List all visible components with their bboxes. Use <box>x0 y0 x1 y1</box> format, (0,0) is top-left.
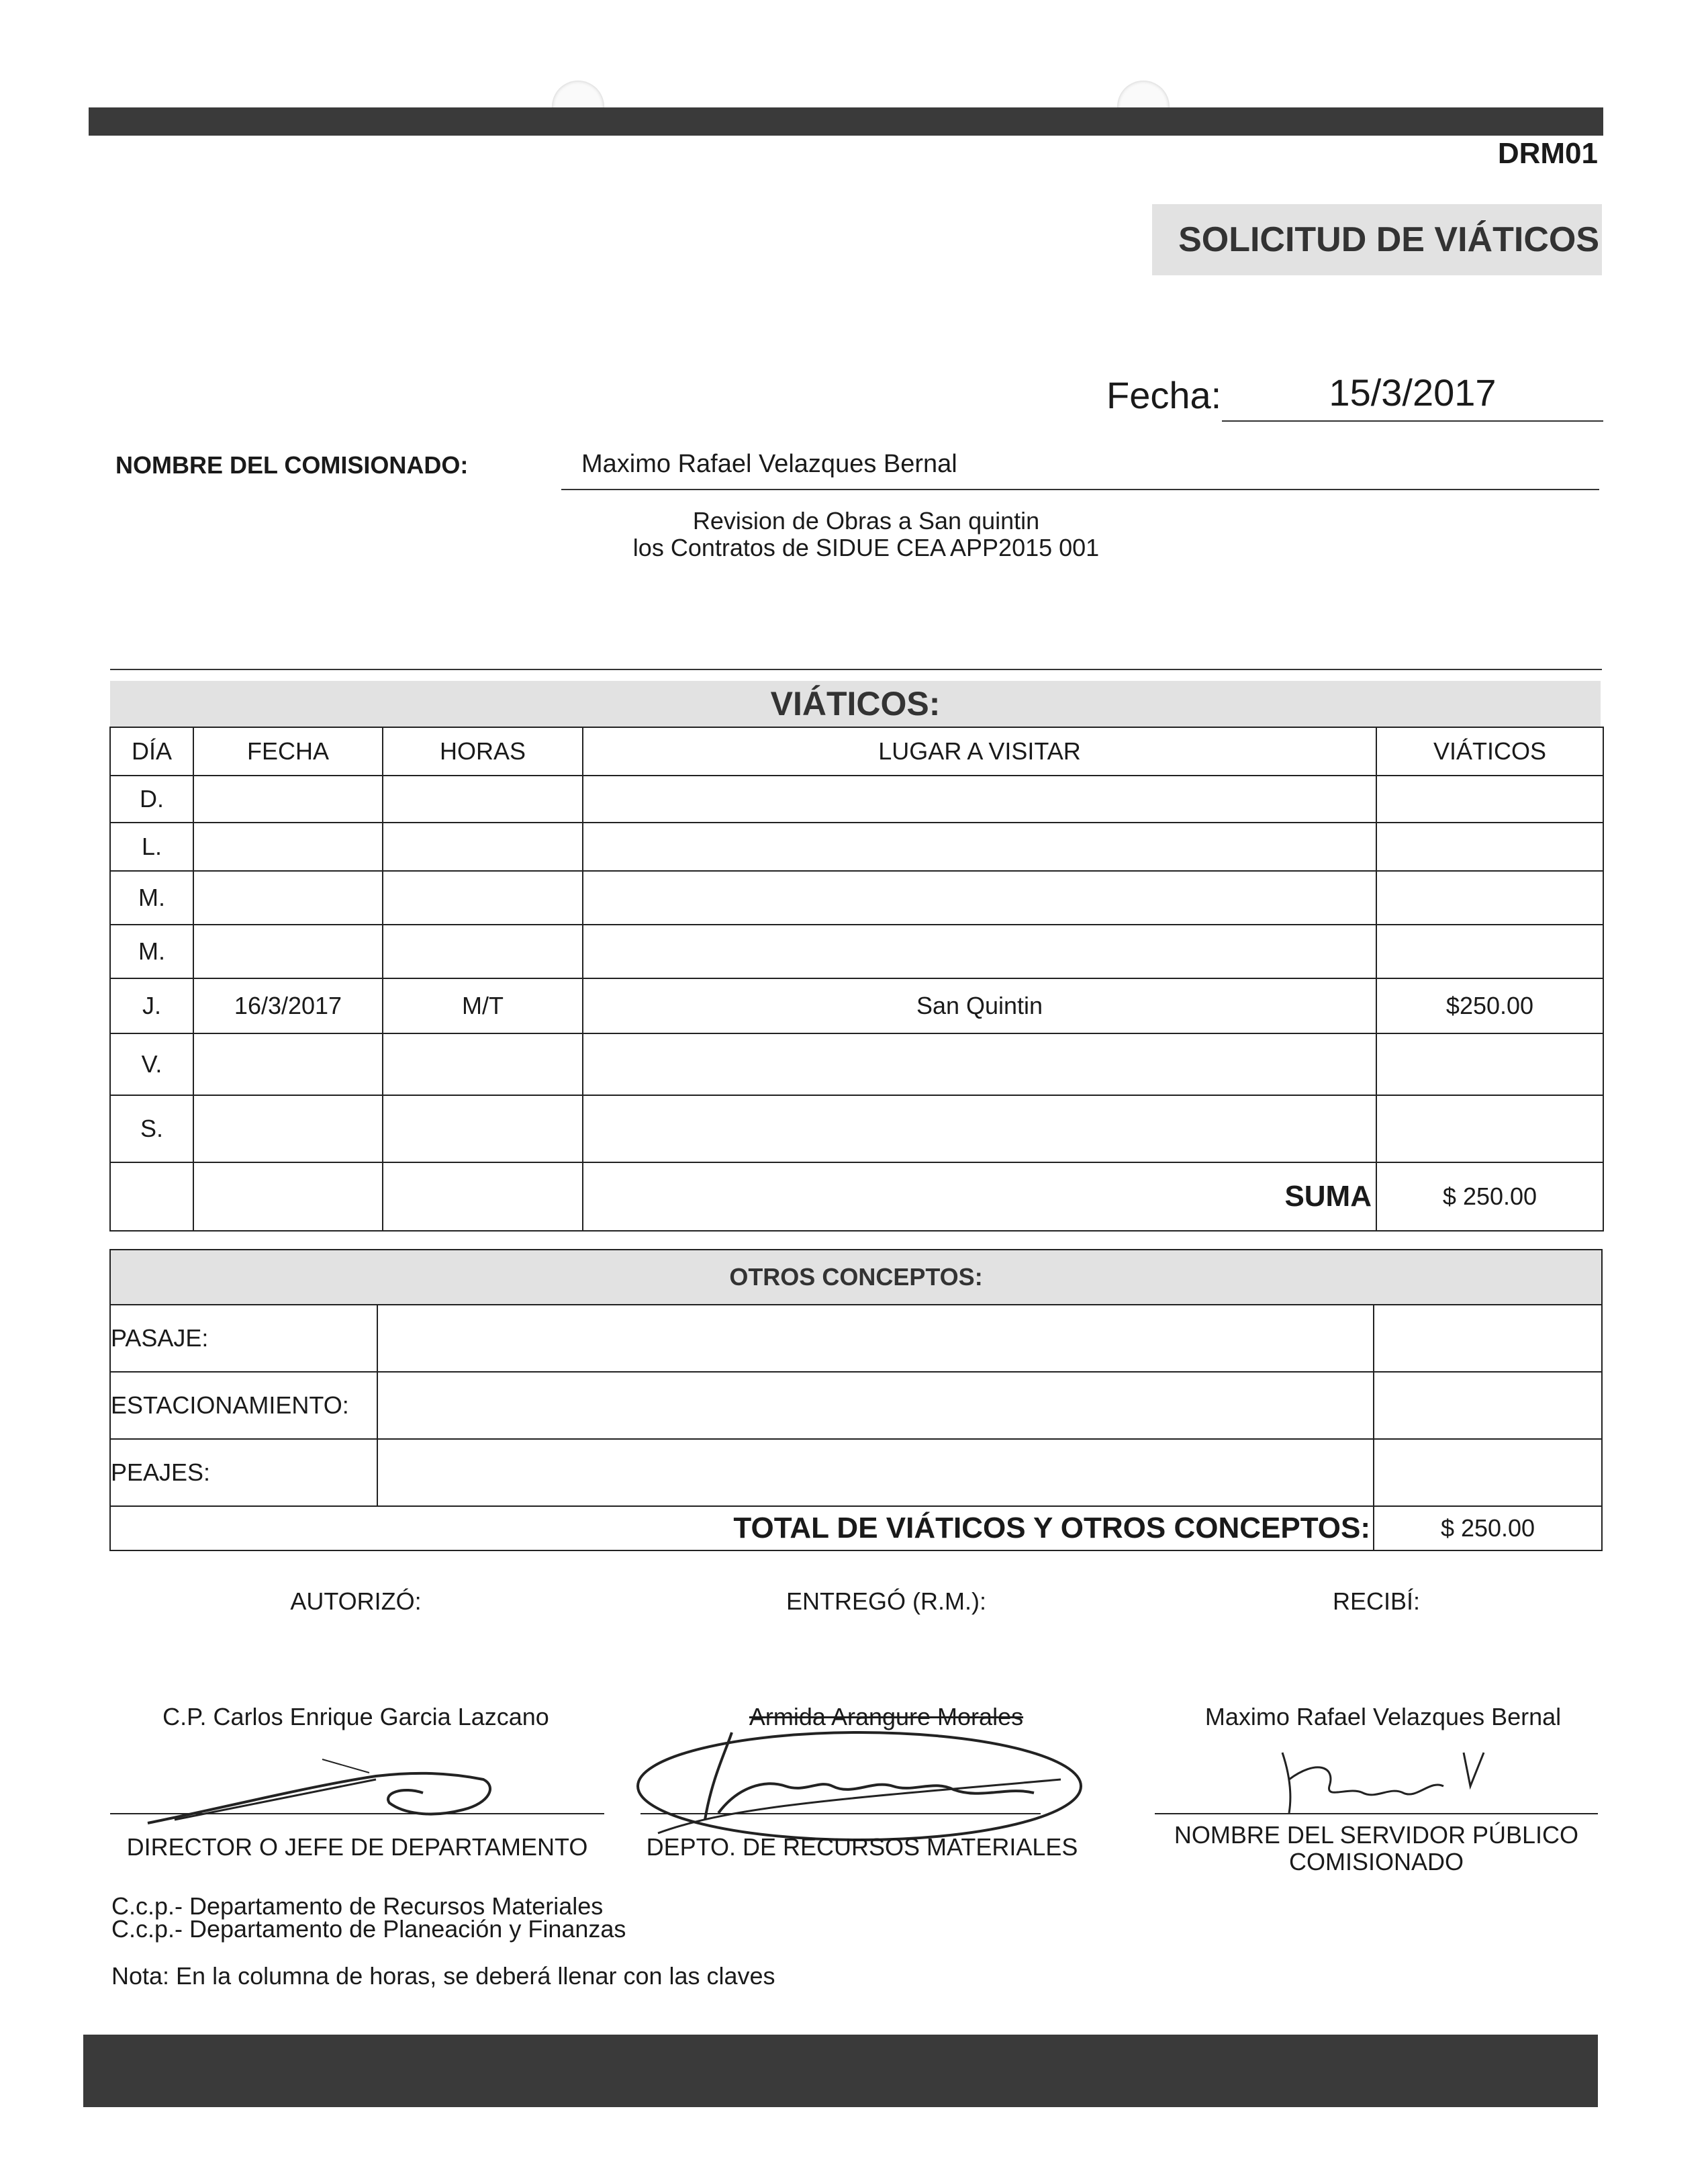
table-header-row <box>110 727 1603 776</box>
concept-detail <box>377 1439 1374 1506</box>
viaticos-cell <box>1376 871 1603 925</box>
lugar-cell <box>583 871 1376 925</box>
otros-heading: OTROS CONCEPTOS: <box>110 1250 1602 1305</box>
ccp-item: C.c.p.- Departamento de Recursos Materiales <box>111 1892 604 1920</box>
concept-amount <box>1374 1372 1602 1439</box>
purpose-line: Revision de Obras a San quintin <box>692 507 1040 535</box>
fecha-cell <box>193 823 383 871</box>
dia-cell: D. <box>110 776 193 823</box>
viaticos-cell <box>1376 1033 1603 1095</box>
table-row <box>110 1095 1603 1162</box>
recibi-label: RECIBÍ: <box>1332 1587 1421 1615</box>
concept-detail <box>377 1305 1374 1372</box>
autorizo-title: DIRECTOR O JEFE DE DEPARTAMENTO <box>126 1833 588 1861</box>
horas-cell <box>383 1033 583 1095</box>
horas-cell <box>383 871 583 925</box>
footer-bar <box>83 2035 1598 2107</box>
autorizo-name: C.P. Carlos Enrique Garcia Lazcano <box>162 1703 549 1730</box>
signature-autorizo <box>134 1746 510 1833</box>
comisionado-label: NOMBRE DEL COMISIONADO: <box>115 451 469 479</box>
ccp-list <box>111 1892 626 1943</box>
empty-cell <box>110 1162 193 1231</box>
fecha-cell <box>193 776 383 823</box>
table-row <box>110 1439 1602 1506</box>
separator-line <box>110 669 1602 670</box>
table-row <box>110 823 1603 871</box>
purpose-line: los Contratos de SIDUE CEA APP2015 001 <box>632 534 1100 561</box>
viaticos-cell <box>1376 823 1603 871</box>
horas-cell <box>383 823 583 871</box>
form-code: DRM01 <box>1497 137 1598 170</box>
otros-heading-row <box>110 1250 1602 1305</box>
column-header: FECHA <box>193 727 383 776</box>
form-title: SOLICITUD DE VIÁTICOS <box>1178 220 1599 259</box>
dia-cell: S. <box>110 1095 193 1162</box>
lugar-cell <box>583 823 1376 871</box>
table-row <box>110 925 1603 978</box>
commission-purpose <box>604 508 1128 561</box>
suma-row <box>110 1162 1603 1231</box>
dia-cell: J. <box>110 978 193 1033</box>
autorizo-label: AUTORIZÓ: <box>290 1587 422 1615</box>
fecha-cell <box>193 925 383 978</box>
table-row <box>110 1372 1602 1439</box>
dia-cell: M. <box>110 925 193 978</box>
horas-cell: M/T <box>383 978 583 1033</box>
fecha-cell <box>193 1095 383 1162</box>
entrego-title: DEPTO. DE RECURSOS MATERIALES <box>646 1833 1078 1861</box>
column-header: DÍA <box>110 727 193 776</box>
table-row <box>110 978 1603 1033</box>
table-row <box>110 871 1603 925</box>
suma-label: SUMA <box>583 1162 1376 1231</box>
table-row <box>110 1305 1602 1372</box>
entrego-name: Armida Arangure Morales <box>749 1703 1024 1730</box>
header-bar <box>89 107 1603 136</box>
viaticos-cell <box>1376 1095 1603 1162</box>
otros-table <box>109 1249 1603 1551</box>
dia-cell: M. <box>110 871 193 925</box>
total-row <box>110 1506 1602 1550</box>
concept-amount <box>1374 1439 1602 1506</box>
total-value: $ 250.00 <box>1374 1506 1602 1550</box>
lugar-cell <box>583 925 1376 978</box>
lugar-cell: San Quintin <box>583 978 1376 1033</box>
fecha-cell <box>193 871 383 925</box>
viaticos-cell <box>1376 925 1603 978</box>
column-header: VIÁTICOS <box>1376 727 1603 776</box>
comisionado-underline <box>561 489 1599 490</box>
dia-cell: L. <box>110 823 193 871</box>
dia-cell: V. <box>110 1033 193 1095</box>
table-row <box>110 776 1603 823</box>
column-header: LUGAR A VISITAR <box>583 727 1376 776</box>
viaticos-heading: VIÁTICOS: <box>110 681 1601 727</box>
total-label: TOTAL DE VIÁTICOS Y OTROS CONCEPTOS: <box>110 1506 1374 1550</box>
concept-label: ESTACIONAMIENTO: <box>110 1372 377 1439</box>
lugar-cell <box>583 776 1376 823</box>
fecha-cell: 16/3/2017 <box>193 978 383 1033</box>
empty-cell <box>383 1162 583 1231</box>
viaticos-cell: $250.00 <box>1376 978 1603 1033</box>
signature-recibi <box>1262 1739 1517 1826</box>
horas-cell <box>383 1095 583 1162</box>
lugar-cell <box>583 1095 1376 1162</box>
fecha-label: Fecha: <box>1106 374 1222 416</box>
empty-cell <box>193 1162 383 1231</box>
concept-label: PASAJE: <box>110 1305 377 1372</box>
concept-amount <box>1374 1305 1602 1372</box>
fecha-cell <box>193 1033 383 1095</box>
fecha-value: 15/3/2017 <box>1329 371 1497 414</box>
viaticos-table <box>109 727 1604 1232</box>
lugar-cell <box>583 1033 1376 1095</box>
table-row <box>110 1033 1603 1095</box>
viaticos-cell <box>1376 776 1603 823</box>
concept-detail <box>377 1372 1374 1439</box>
entrego-label: ENTREGÓ (R.M.): <box>786 1587 986 1615</box>
fecha-underline <box>1222 420 1603 422</box>
recibi-title-2: COMISIONADO <box>1288 1848 1464 1875</box>
nota-text: Nota: En la columna de horas, se deberá llenar con las claves <box>111 1962 775 1990</box>
recibi-name: Maximo Rafael Velazques Bernal <box>1204 1703 1562 1730</box>
ccp-item: C.c.p.- Departamento de Planeación y Finanzas <box>111 1915 626 1943</box>
recibi-title: NOMBRE DEL SERVIDOR PÚBLICO <box>1174 1821 1579 1849</box>
horas-cell <box>383 776 583 823</box>
concept-label: PEAJES: <box>110 1439 377 1506</box>
horas-cell <box>383 925 583 978</box>
column-header: HORAS <box>383 727 583 776</box>
suma-value: $ 250.00 <box>1376 1162 1603 1231</box>
comisionado-value: Maximo Rafael Velazques Bernal <box>581 450 957 478</box>
